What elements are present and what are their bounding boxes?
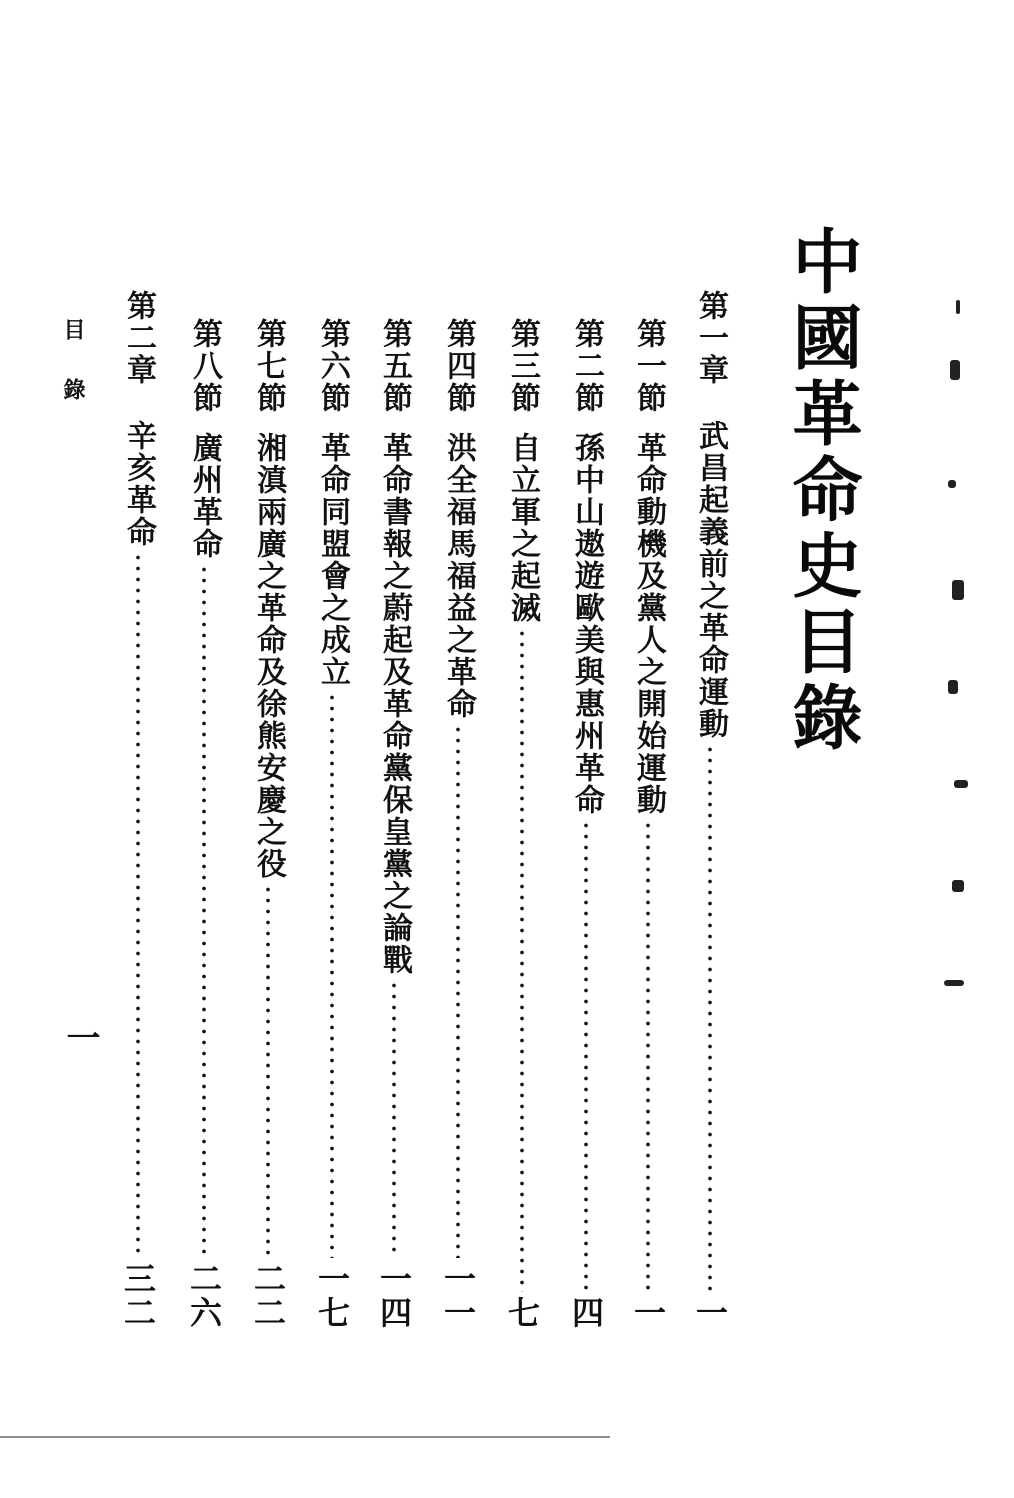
entry-title: 湘滇兩廣之革命及徐熊安慶之役 — [251, 432, 286, 880]
toc-entry-chapter-1 — [690, 290, 730, 1330]
dot-leader — [391, 980, 397, 1258]
toc-entry-section-8 — [184, 318, 224, 1330]
entry-label: 第四節 — [441, 318, 476, 414]
dot-leader — [645, 820, 651, 1292]
entry-label: 第二章 — [121, 290, 156, 386]
entry-label: 第一章 — [693, 290, 728, 386]
entry-page-number: 一 — [691, 1296, 729, 1330]
entry-page-number: 七 — [503, 1296, 541, 1330]
entry-title: 自立軍之起滅 — [505, 432, 540, 624]
dot-leader — [455, 724, 461, 1258]
toc-entry-section-5 — [374, 318, 414, 1330]
entry-title: 廣州革命 — [187, 432, 222, 560]
entry-page-number: 一 — [629, 1296, 667, 1330]
toc-entry-section-1 — [628, 318, 668, 1330]
folio-page-number: 一 — [60, 1020, 100, 1054]
entry-label: 第一節 — [631, 318, 666, 414]
entry-title: 辛亥革命 — [121, 420, 156, 548]
dot-leader — [707, 744, 713, 1292]
entry-title: 孫中山遨遊歐美與惠州革命 — [569, 432, 604, 816]
entry-title: 革命書報之蔚起及革命黨保皇黨之論戰 — [377, 432, 412, 976]
dot-leader — [265, 884, 271, 1258]
entry-page-number: 一七 — [313, 1262, 351, 1330]
entry-label: 第五節 — [377, 318, 412, 414]
scan-edge-marks — [930, 280, 990, 1000]
toc-entry-section-3 — [502, 318, 542, 1330]
scan-bottom-rule — [0, 1436, 610, 1438]
entry-page-number: 四 — [567, 1296, 605, 1330]
entry-label: 第六節 — [315, 318, 350, 414]
dot-leader — [583, 820, 589, 1292]
entry-page-number: 三二 — [119, 1262, 157, 1330]
entry-label: 第七節 — [251, 318, 286, 414]
entry-page-number: 一四 — [375, 1262, 413, 1330]
entry-label: 第三節 — [505, 318, 540, 414]
entry-page-number: 一一 — [439, 1262, 477, 1330]
entry-title: 革命動機及黨人之開始運動 — [631, 432, 666, 816]
dot-leader — [329, 692, 335, 1258]
toc-entry-section-6 — [312, 318, 352, 1330]
toc-entry-section-7 — [248, 318, 288, 1330]
entry-label: 第二節 — [569, 318, 604, 414]
entry-label: 第八節 — [187, 318, 222, 414]
entry-title: 武昌起義前之革命運動 — [693, 420, 728, 740]
book-title: 中國革命史目錄 — [781, 225, 864, 757]
dot-leader — [201, 564, 207, 1258]
entry-title: 革命同盟會之成立 — [315, 432, 350, 688]
toc-entry-section-4 — [438, 318, 478, 1330]
dot-leader — [519, 628, 525, 1292]
toc-entry-chapter-2 — [118, 290, 158, 1330]
running-header-label: 目錄 — [60, 318, 86, 438]
toc-entry-section-2 — [566, 318, 606, 1330]
entry-title: 洪全福馬福益之革命 — [441, 432, 476, 720]
dot-leader — [135, 552, 141, 1258]
entry-page-number: 二二 — [249, 1262, 287, 1330]
entry-page-number: 二六 — [185, 1262, 223, 1330]
